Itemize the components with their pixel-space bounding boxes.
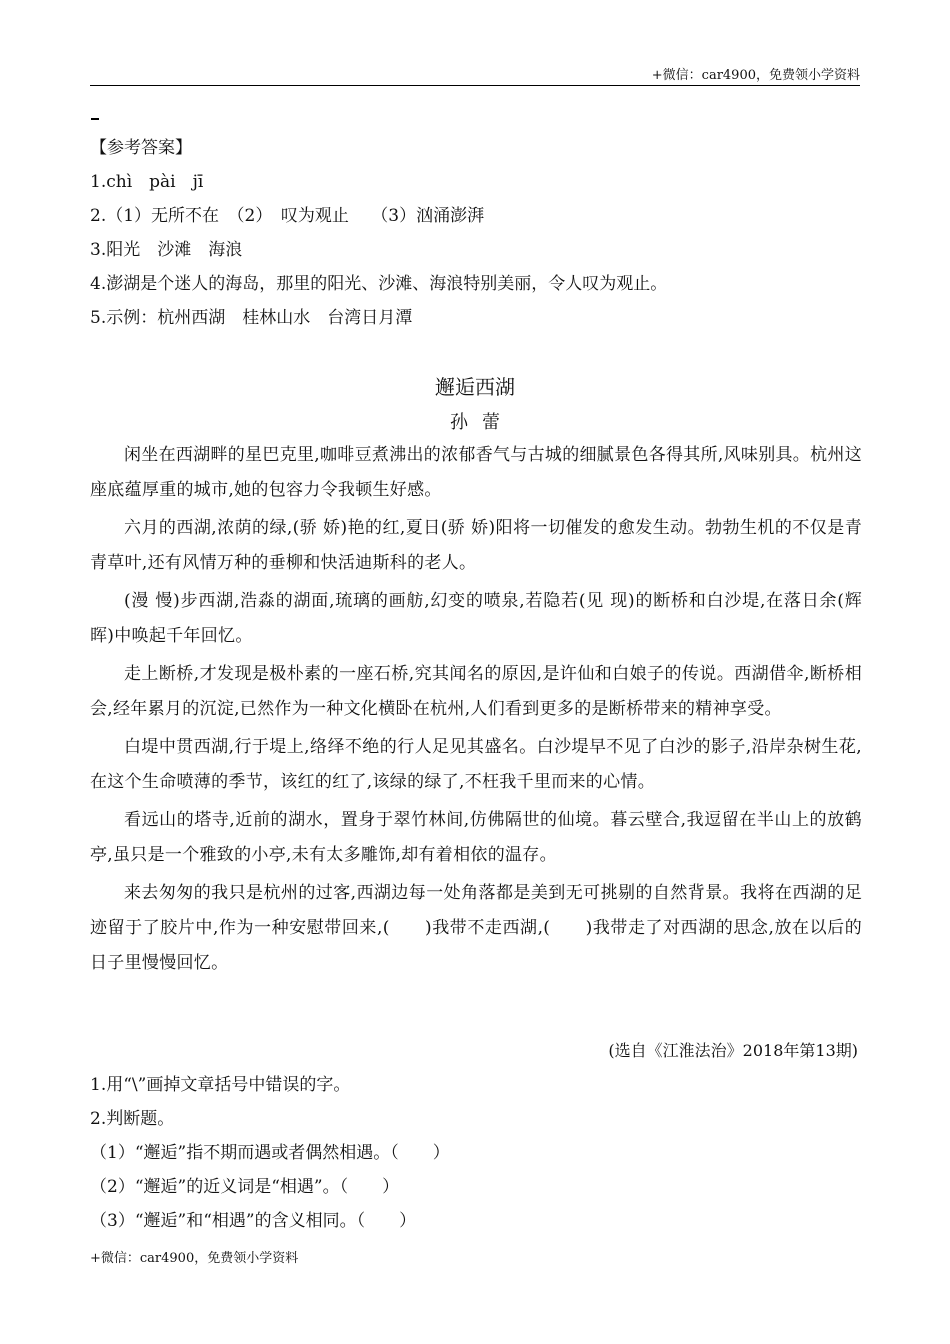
answer-line-4: 4.澎湖是个迷人的海岛，那里的阳光、沙滩、海浪特别美丽，令人叹为观止。: [90, 274, 668, 294]
article-paragraph: 闲坐在西湖畔的星巴克里,咖啡豆煮沸出的浓郁香气与古城的细腻景色各得其所,风味别具。杭州这座底蕴厚重的城市,她的包容力令我顿生好感。: [90, 445, 863, 500]
header-divider: [90, 85, 860, 86]
answer-line-1: 1.chì pài jī: [90, 172, 204, 192]
article-source: (选自《江淮法治》2018年第13期): [608, 1041, 858, 1060]
article-author: 孙蕾: [450, 412, 514, 433]
article-title: 邂逅西湖: [435, 375, 515, 399]
article-paragraph: 看远山的塔寺,近前的湖水，置身于翠竹林间,仿佛隔世的仙境。暮云壁合,我逗留在半山上的放鹤亭,虽只是一个雅致的小亭,未有太多雕饰,却有着相依的温存。: [90, 810, 862, 865]
text-cursor-mark: [91, 118, 99, 120]
answer-line-3: 3.阳光 沙滩 海浪: [90, 240, 243, 260]
answer-line-5: 5.示例：杭州西湖 桂林山水 台湾日月潭: [90, 308, 413, 328]
exercise-questions: [90, 1068, 870, 1238]
article-paragraph: (漫 慢)步西湖,浩淼的湖面,琉璃的画舫,幻变的喷泉,若隐若(见 现)的断桥和白沙堤,在落日余(辉 晖)中唤起千年回忆。: [90, 591, 862, 646]
question-line: 2.判断题。: [90, 1109, 175, 1129]
footer-watermark-note: +微信：car4900，免费领小学资料: [90, 1251, 299, 1266]
question-line: （2）“邂逅”的近义词是“相遇”。（ ）: [90, 1177, 400, 1197]
article-paragraph: 来去匆匆的我只是杭州的过客,西湖边每一处角落都是美到无可挑剔的自然背景。我将在西湖的足迹留于了胶片中,作为一种安慰带回来,( )我带不走西湖,( )我带走了对西湖的思念,放在以后的日子里慢慢回忆。: [90, 883, 862, 973]
article-paragraph: 白堤中贯西湖,行于堤上,络绎不绝的行人足见其盛名。白沙堤早不见了白沙的影子,沿岸杂树生花,在这个生命喷薄的季节，该红的红了,该绿的绿了,不枉我千里而来的心情。: [90, 737, 862, 792]
answer-line-2: 2.（1）无所不在 （2） 叹为观止 （3）汹涌澎湃: [90, 206, 485, 226]
question-line: （3）“邂逅”和“相遇”的含义相同。（ ）: [90, 1211, 417, 1231]
question-line: 1.用“\”画掉文章括号中错误的字。: [90, 1075, 351, 1095]
article-paragraph: 六月的西湖,浓荫的绿,(骄 娇)艳的红,夏日(骄 娇)阳将一切催发的愈发生动。勃勃生机的不仅是青青草叶,还有风情万种的垂柳和快活迪斯科的老人。: [90, 518, 862, 573]
article-paragraph: 走上断桥,才发现是极朴素的一座石桥,究其闻名的原因,是许仙和白娘子的传说。西湖借伞,断桥相会,经年累月的沉淀,已然作为一种文化横卧在杭州,人们看到更多的是断桥带来的精神享受。: [90, 664, 862, 719]
reference-answers: [90, 131, 870, 335]
article-body: [90, 438, 862, 984]
question-line: （1）“邂逅”指不期而遇或者偶然相遇。（ ）: [90, 1143, 450, 1163]
header-watermark-note: +微信：car4900，免费领小学资料: [651, 68, 860, 83]
answers-heading: 【参考答案】: [90, 138, 192, 158]
